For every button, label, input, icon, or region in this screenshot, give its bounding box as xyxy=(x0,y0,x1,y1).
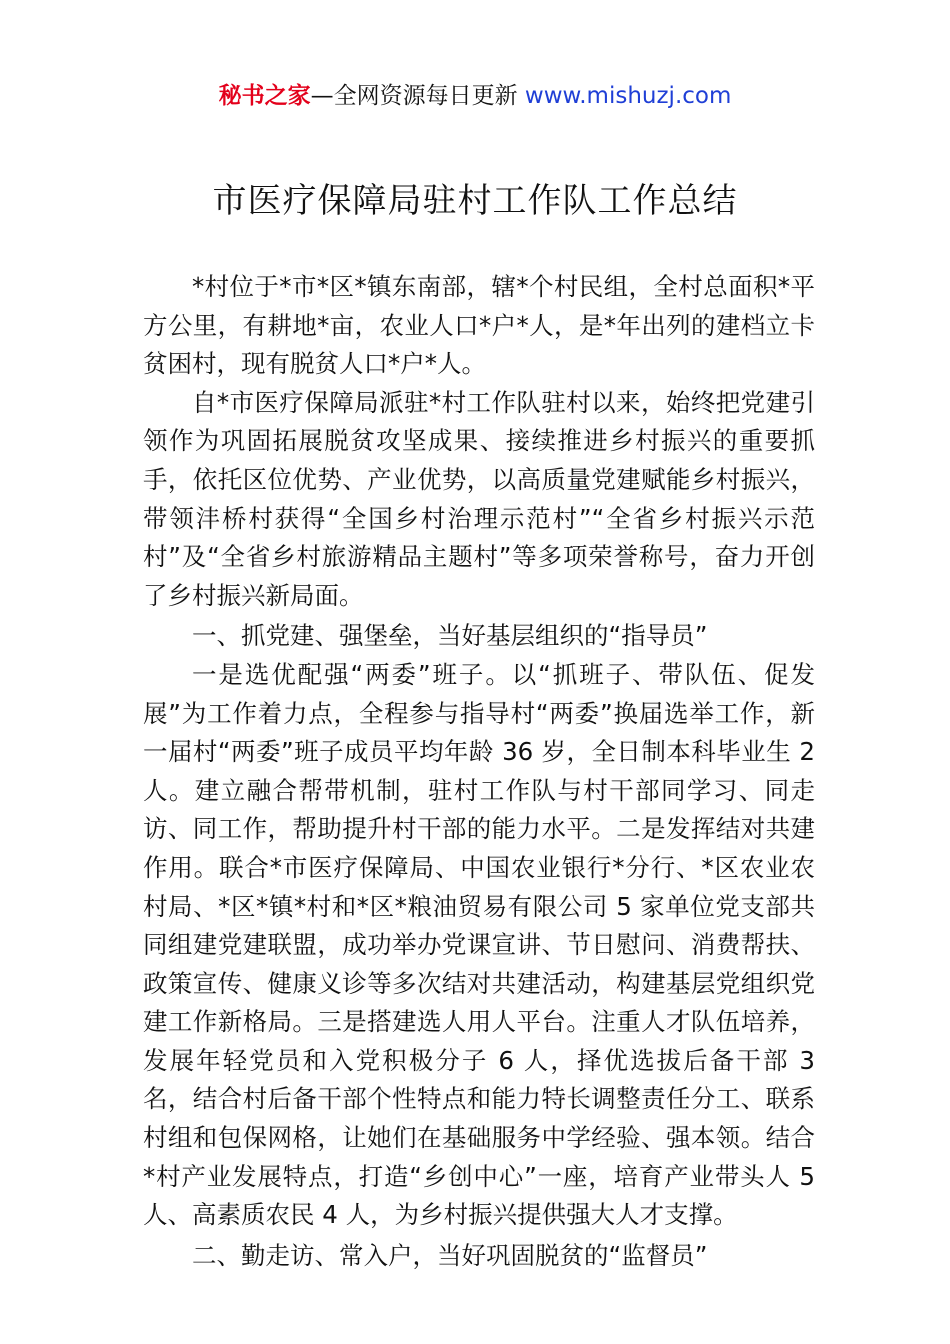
site-tagline: —全网资源每日更新 xyxy=(310,83,525,109)
paragraph-overview: 自*市医疗保障局派驻*村工作队驻村以来，始终把党建引领作为巩固拓展脱贫攻坚成果、接续推进乡村振兴的重要抓手，依托区位优势、产业优势，以高质量党建赋能乡村振兴，带领沣桥村获得“全国乡村治理示范村”“全省乡村振兴示范村”及“全省乡村旅游精品主题村”等多项荣誉称号，奋力开创了乡村振兴新局面。 xyxy=(143,387,815,610)
paragraph-village-intro: *村位于*市*区*镇东南部，辖*个村民组，全村总面积*平方公里，有耕地*亩，农业人口*户*人，是*年出列的建档立卡贫困村，现有脱贫人口*户*人。 xyxy=(143,272,815,379)
site-url-link[interactable]: www.mishuzj.com xyxy=(524,83,732,109)
paragraph-section-1-body: 一是选优配强“两委”班子。以“抓班子、带队伍、促发展”为工作着力点，全程参与指导村“两委”换届选举工作，新一届村“两委”班子成员平均年龄 36 岁，全日制本科毕业生 2 人。建立融合帮带机制，驻村工作队与村干部同学习、同走访、同工作，帮助提升村干部的能力水平。二是发挥结对共建作用。联合*市医疗保障局、中国农业银行*分行、*区农业农村局、*区*镇*村和*区*粮油贸易有限公司 5 家单位党支部共同组建党建联盟，成功举办党课宣讲、节日慰问、消费帮扶、政策宣传、健康义诊等多次结对共建活动，构建基层党组织党建工作新格局。三是搭建选人用人平台。注重人才队伍培养，发展年轻党员和入党积极分子 6 人，择优选拔后备干部 3 名，结合村后备干部个性特点和能力特长调整责任分工、联系村组和包保网格，让她们在基础服务中学经验、强本领。结合*村产业发展特点，打造“乡创中心”一座，培育产业带头人 5 人、高素质农民 4 人，为乡村振兴提供强大人才支撑。 xyxy=(143,659,815,1230)
document-body xyxy=(143,268,815,1275)
document-title: 市医疗保障局驻村工作队工作总结 xyxy=(212,181,738,221)
site-banner xyxy=(0,80,950,112)
site-brand: 秘书之家 xyxy=(218,83,311,109)
section-heading-1: 一、抓党建、强堡垒，当好基层组织的“指导员” xyxy=(192,621,708,651)
section-heading-2: 二、勤走访、常入户，当好巩固脱贫的“监督员” xyxy=(192,1240,708,1270)
